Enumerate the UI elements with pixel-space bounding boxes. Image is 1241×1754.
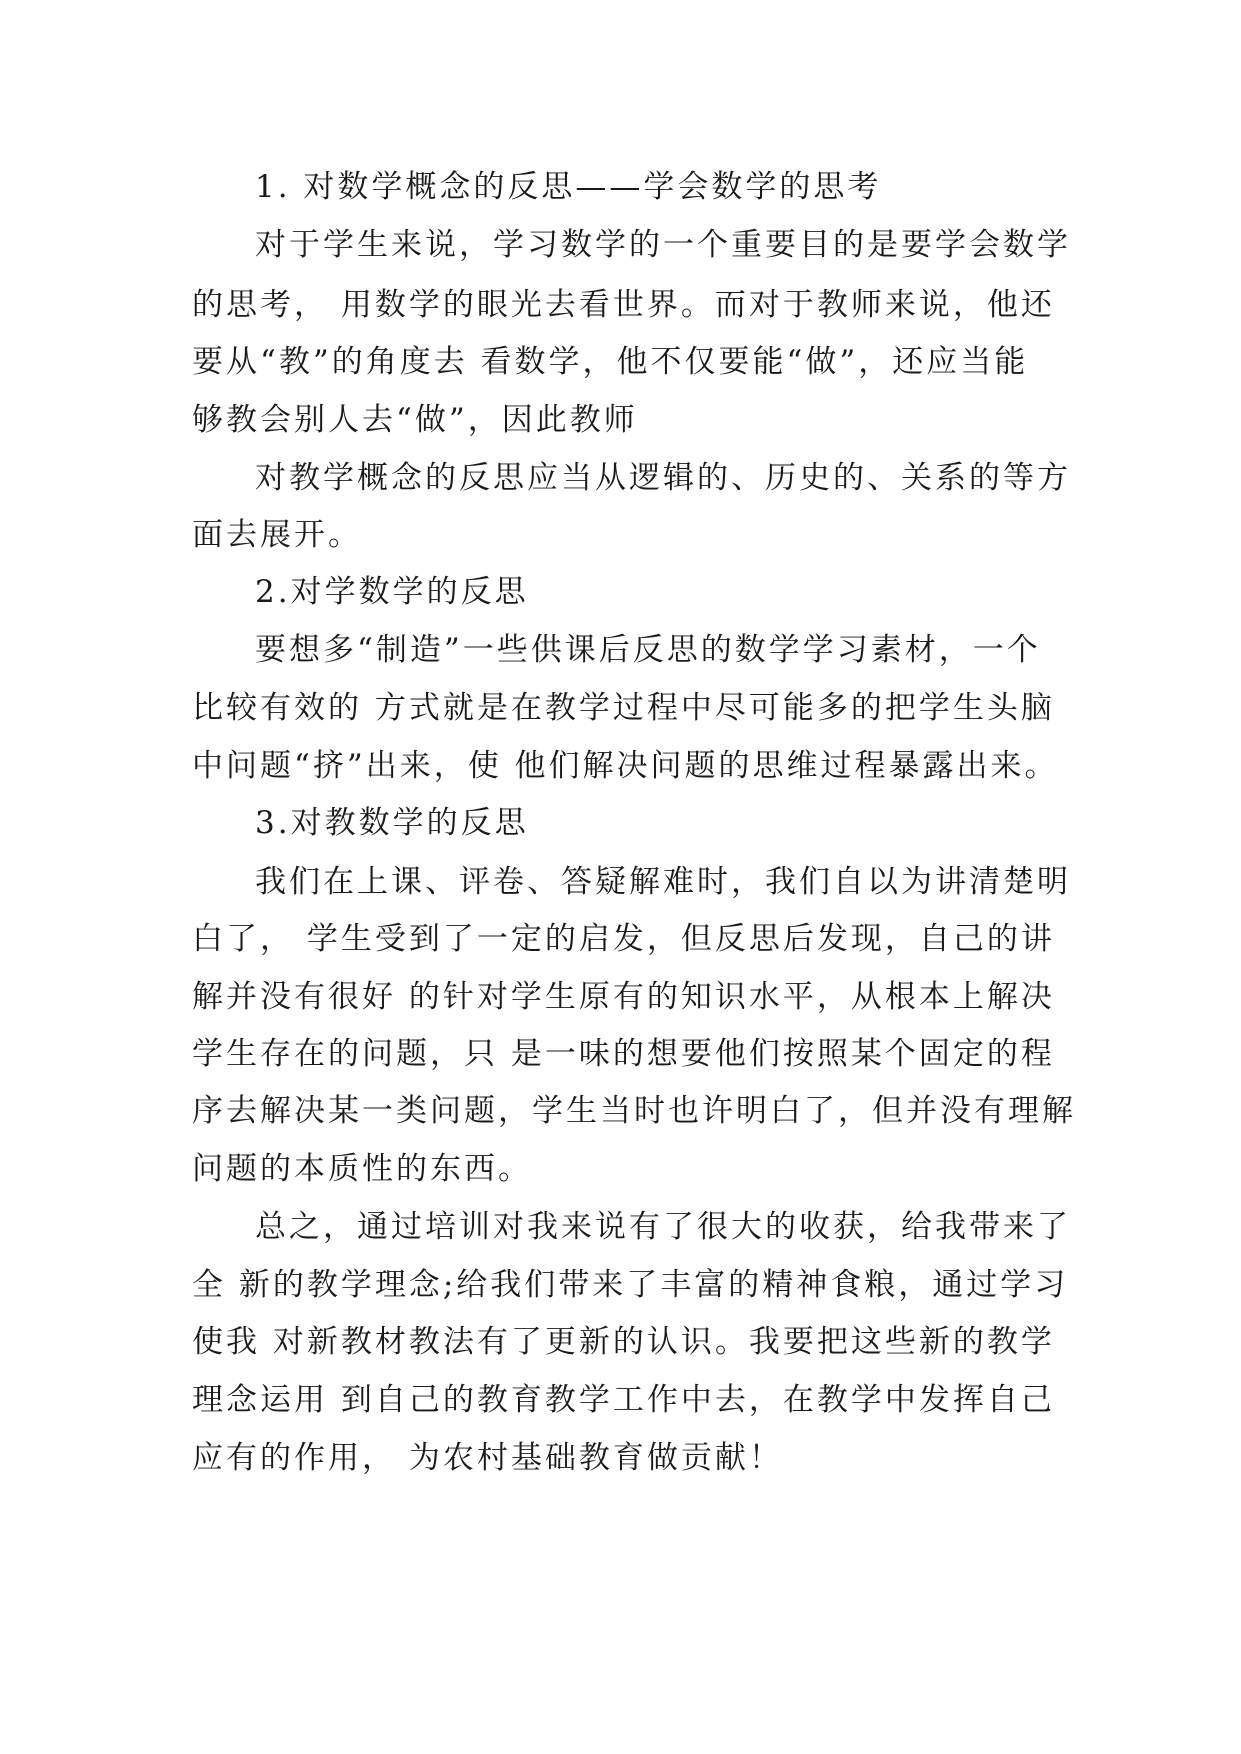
paragraph-line: 应有的作用， 为农村基础教育做贡献！: [192, 1440, 783, 1476]
paragraph-line: 白了， 学生受到了一定的启发，但反思后发现，自己的讲: [192, 921, 1055, 957]
paragraph-line: 我们在上课、评卷、答疑解难时，我们自以为讲清楚明: [255, 864, 1071, 900]
paragraph-line: 使我 对新教材教法有了更新的认识。我要把这些新的教学: [192, 1324, 1055, 1360]
paragraph-line: 的思考， 用数学的眼光去看世界。而对于教师来说，他还: [192, 287, 1055, 323]
paragraph-line: 总之，通过培训对我来说有了很大的收获，给我带来了: [255, 1209, 1071, 1245]
section-heading-1: 1. 对数学概念的反思——学会数学的思考: [255, 169, 882, 205]
paragraph-line: 够教会别人去“做”，因此教师: [192, 402, 638, 438]
paragraph-line: 要从“教”的角度去 看数学，他不仅要能“做”，还应当能: [192, 344, 1029, 380]
paragraph-line: 比较有效的 方式就是在教学过程中尽可能多的把学生头脑: [192, 690, 1055, 726]
section-heading-3: 3.对教数学的反思: [255, 805, 529, 841]
paragraph-line: 理念运用 到自己的教育教学工作中去，在教学中发挥自己: [192, 1382, 1055, 1418]
paragraph-line: 中问题“挤”出来，使 他们解决问题的思维过程暴露出来。: [192, 748, 1059, 784]
paragraph-line: 对教学概念的反思应当从逻辑的、历史的、关系的等方: [255, 460, 1071, 496]
paragraph-line: 面去展开。: [192, 517, 362, 553]
paragraph-line: 学生存在的问题，只 是一味的想要他们按照某个固定的程: [192, 1036, 1055, 1072]
paragraph-line: 问题的本质性的东西。: [192, 1151, 532, 1187]
paragraph-line: 序去解决某一类问题，学生当时也许明白了，但并没有理解: [192, 1093, 1076, 1129]
section-heading-2: 2.对学数学的反思: [255, 574, 529, 610]
paragraph-line: 对于学生来说，学习数学的一个重要目的是要学会数学: [255, 227, 1071, 263]
paragraph-line: 解并没有很好 的针对学生原有的知识水平，从根本上解决: [192, 979, 1055, 1015]
paragraph-line: 要想多“制造”一些供课后反思的数学学习素材，一个: [255, 632, 1041, 668]
paragraph-line: 全 新的教学理念;给我们带来了丰富的精神食粮，通过学习: [192, 1267, 1069, 1303]
